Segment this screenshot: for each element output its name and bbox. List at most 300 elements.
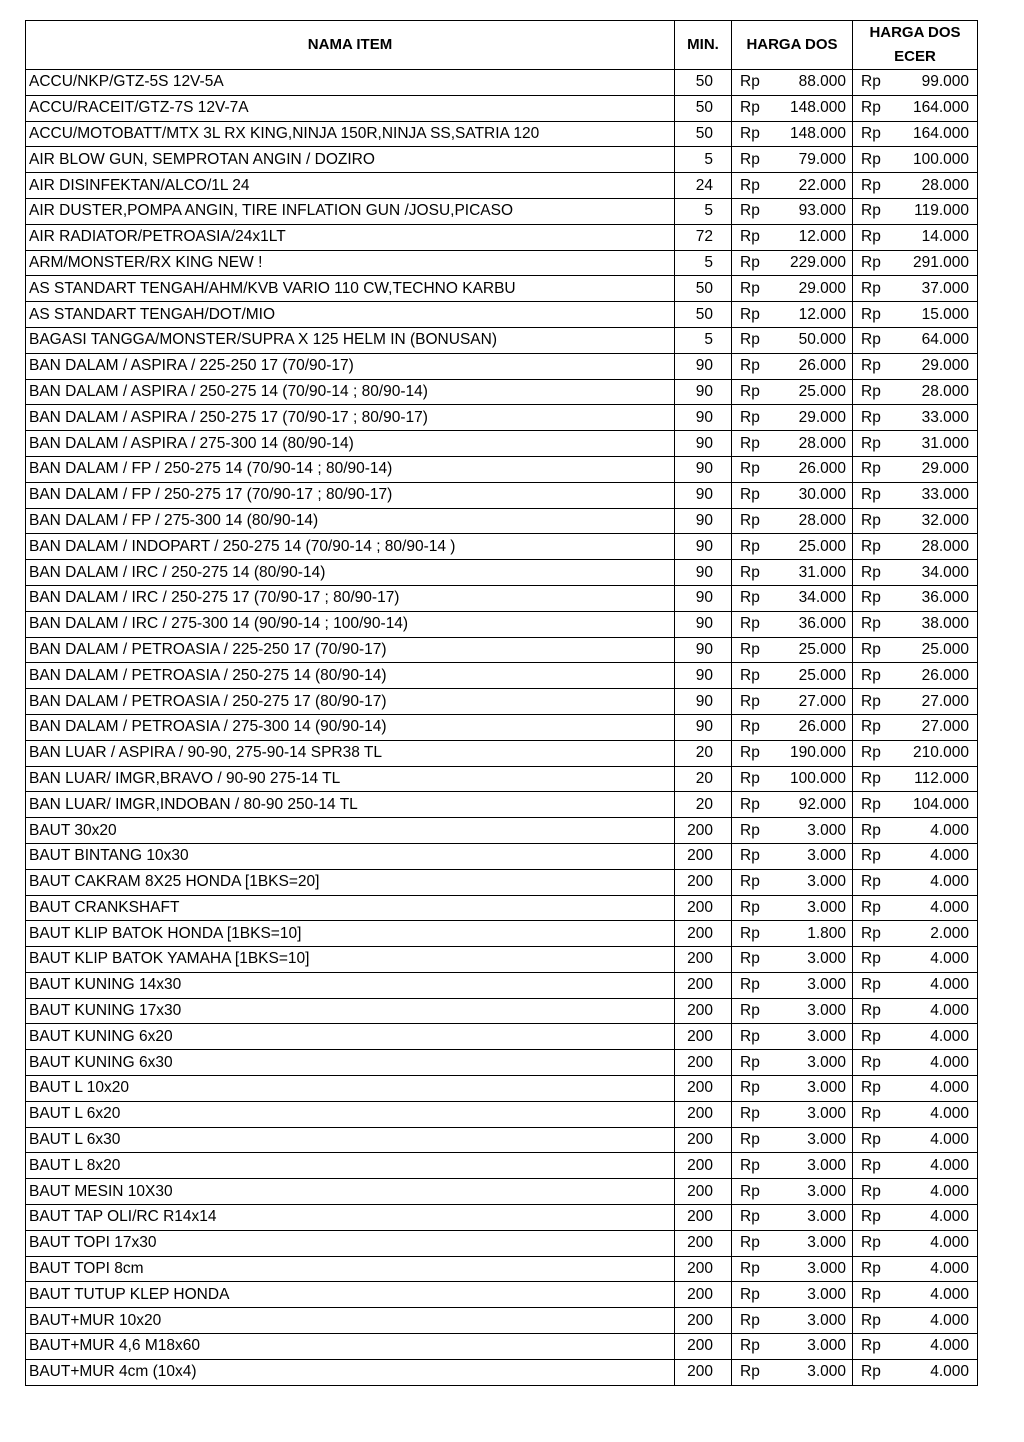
table-row xyxy=(26,508,978,534)
item-harga-ecer xyxy=(853,198,978,224)
item-min: 200 xyxy=(675,1334,732,1360)
item-harga-dos xyxy=(732,998,853,1024)
item-harga-dos xyxy=(732,637,853,663)
item-harga-ecer xyxy=(853,766,978,792)
price-list-table xyxy=(25,20,978,1386)
harga-ecer-value: 4.000 xyxy=(930,1285,969,1303)
harga-ecer-value: 4.000 xyxy=(930,1234,969,1252)
currency-label: Rp xyxy=(861,589,881,607)
item-harga-dos xyxy=(732,405,853,431)
item-harga-dos xyxy=(732,198,853,224)
item-name: BAUT CAKRAM 8X25 HONDA [1BKS=20] xyxy=(26,869,675,895)
table-row xyxy=(26,585,978,611)
item-harga-dos xyxy=(732,431,853,457)
table-row xyxy=(26,921,978,947)
harga-dos-value: 79.000 xyxy=(798,150,846,168)
item-name: AS STANDART TENGAH/AHM/KVB VARIO 110 CW,TECHNO KARBU xyxy=(26,276,675,302)
harga-dos-value: 3.000 xyxy=(807,1079,846,1097)
currency-label: Rp xyxy=(861,1079,881,1097)
table-row xyxy=(26,1050,978,1076)
item-harga-ecer xyxy=(853,740,978,766)
item-min: 200 xyxy=(675,1282,732,1308)
currency-label: Rp xyxy=(861,1260,881,1278)
header-harga-dos-ecer-line2: ECER xyxy=(894,48,936,65)
item-harga-ecer xyxy=(853,508,978,534)
currency-label: Rp xyxy=(861,821,881,839)
currency-label: Rp xyxy=(861,511,881,529)
harga-dos-value: 3.000 xyxy=(807,1311,846,1329)
currency-label: Rp xyxy=(740,486,760,504)
item-harga-dos xyxy=(732,1179,853,1205)
table-row xyxy=(26,353,978,379)
currency-label: Rp xyxy=(740,1156,760,1174)
item-harga-ecer xyxy=(853,482,978,508)
table-row xyxy=(26,1179,978,1205)
item-harga-dos xyxy=(732,869,853,895)
harga-dos-value: 26.000 xyxy=(798,357,846,375)
item-harga-ecer xyxy=(853,250,978,276)
item-harga-ecer xyxy=(853,611,978,637)
item-name: BAUT CRANKSHAFT xyxy=(26,895,675,921)
item-name: BAN DALAM / ASPIRA / 225-250 17 (70/90-17) xyxy=(26,353,675,379)
item-name: BAN LUAR / ASPIRA / 90-90, 275-90-14 SPR38 TL xyxy=(26,740,675,766)
harga-ecer-value: 34.000 xyxy=(921,563,969,581)
currency-label: Rp xyxy=(861,640,881,658)
item-harga-ecer xyxy=(853,327,978,353)
item-name: BAN DALAM / IRC / 275-300 14 (90/90-14 ; 100/90-14) xyxy=(26,611,675,637)
currency-label: Rp xyxy=(861,666,881,684)
harga-dos-value: 29.000 xyxy=(798,408,846,426)
item-min: 5 xyxy=(675,327,732,353)
harga-ecer-value: 25.000 xyxy=(921,640,969,658)
harga-ecer-value: 4.000 xyxy=(930,1105,969,1123)
currency-label: Rp xyxy=(740,150,760,168)
currency-label: Rp xyxy=(740,202,760,220)
currency-label: Rp xyxy=(861,460,881,478)
currency-label: Rp xyxy=(740,1002,760,1020)
table-row xyxy=(26,250,978,276)
item-harga-ecer xyxy=(853,1282,978,1308)
table-row xyxy=(26,1256,978,1282)
harga-dos-value: 1.800 xyxy=(807,924,846,942)
item-harga-dos xyxy=(732,1050,853,1076)
item-harga-dos xyxy=(732,766,853,792)
item-harga-dos xyxy=(732,972,853,998)
harga-dos-value: 92.000 xyxy=(798,795,846,813)
currency-label: Rp xyxy=(740,821,760,839)
table-row xyxy=(26,95,978,121)
currency-label: Rp xyxy=(740,511,760,529)
harga-dos-value: 3.000 xyxy=(807,1053,846,1071)
currency-label: Rp xyxy=(861,99,881,117)
item-harga-ecer xyxy=(853,405,978,431)
item-harga-dos xyxy=(732,1308,853,1334)
currency-label: Rp xyxy=(740,1260,760,1278)
item-min: 50 xyxy=(675,121,732,147)
harga-dos-value: 148.000 xyxy=(789,124,846,142)
currency-label: Rp xyxy=(861,1105,881,1123)
item-min: 90 xyxy=(675,456,732,482)
harga-dos-value: 3.000 xyxy=(807,1363,846,1381)
item-min: 5 xyxy=(675,198,732,224)
item-name: BAN DALAM / PETROASIA / 225-250 17 (70/90-17) xyxy=(26,637,675,663)
table-row xyxy=(26,947,978,973)
table-row xyxy=(26,560,978,586)
item-harga-ecer xyxy=(853,379,978,405)
table-header-row xyxy=(26,21,978,70)
harga-ecer-value: 4.000 xyxy=(930,1260,969,1278)
item-harga-dos xyxy=(732,585,853,611)
harga-dos-value: 3.000 xyxy=(807,1337,846,1355)
item-harga-ecer xyxy=(853,173,978,199)
currency-label: Rp xyxy=(861,73,881,91)
item-min: 90 xyxy=(675,611,732,637)
currency-label: Rp xyxy=(740,589,760,607)
table-row xyxy=(26,843,978,869)
currency-label: Rp xyxy=(740,99,760,117)
item-harga-dos xyxy=(732,792,853,818)
currency-label: Rp xyxy=(740,666,760,684)
item-harga-dos xyxy=(732,1024,853,1050)
item-name: BAUT+MUR 4cm (10x4) xyxy=(26,1359,675,1385)
currency-label: Rp xyxy=(740,1079,760,1097)
header-harga-dos-ecer-line1: HARGA DOS xyxy=(869,24,961,41)
item-harga-dos xyxy=(732,1256,853,1282)
harga-dos-value: 27.000 xyxy=(798,692,846,710)
item-name: BAUT KUNING 6x20 xyxy=(26,1024,675,1050)
table-row xyxy=(26,302,978,328)
item-min: 72 xyxy=(675,224,732,250)
item-harga-ecer xyxy=(853,585,978,611)
item-harga-ecer xyxy=(853,689,978,715)
currency-label: Rp xyxy=(861,1234,881,1252)
item-name: BAN DALAM / INDOPART / 250-275 14 (70/90-14 ; 80/90-14 ) xyxy=(26,534,675,560)
table-row xyxy=(26,431,978,457)
item-harga-ecer xyxy=(853,792,978,818)
item-harga-dos xyxy=(732,560,853,586)
item-min: 200 xyxy=(675,895,732,921)
currency-label: Rp xyxy=(740,847,760,865)
item-harga-ecer xyxy=(853,1076,978,1102)
item-min: 90 xyxy=(675,689,732,715)
harga-dos-value: 100.000 xyxy=(789,769,846,787)
item-harga-ecer xyxy=(853,560,978,586)
currency-label: Rp xyxy=(740,898,760,916)
table-row xyxy=(26,1127,978,1153)
currency-label: Rp xyxy=(861,1208,881,1226)
item-name: AIR DISINFEKTAN/ALCO/1L 24 xyxy=(26,173,675,199)
table-row xyxy=(26,456,978,482)
item-name: BAUT TUTUP KLEP HONDA xyxy=(26,1282,675,1308)
harga-dos-value: 3.000 xyxy=(807,976,846,994)
item-min: 20 xyxy=(675,766,732,792)
currency-label: Rp xyxy=(740,615,760,633)
item-min: 90 xyxy=(675,431,732,457)
item-harga-dos xyxy=(732,663,853,689)
currency-label: Rp xyxy=(740,1285,760,1303)
item-harga-ecer xyxy=(853,972,978,998)
harga-dos-value: 3.000 xyxy=(807,1234,846,1252)
harga-ecer-value: 29.000 xyxy=(921,460,969,478)
harga-dos-value: 34.000 xyxy=(798,589,846,607)
currency-label: Rp xyxy=(861,1311,881,1329)
item-harga-dos xyxy=(732,482,853,508)
item-min: 200 xyxy=(675,818,732,844)
table-row xyxy=(26,792,978,818)
item-min: 200 xyxy=(675,1359,732,1385)
currency-label: Rp xyxy=(740,537,760,555)
harga-dos-value: 3.000 xyxy=(807,1208,846,1226)
item-name: AS STANDART TENGAH/DOT/MIO xyxy=(26,302,675,328)
currency-label: Rp xyxy=(861,279,881,297)
item-harga-ecer xyxy=(853,147,978,173)
currency-label: Rp xyxy=(861,202,881,220)
item-harga-ecer xyxy=(853,353,978,379)
harga-dos-value: 3.000 xyxy=(807,847,846,865)
item-harga-dos xyxy=(732,456,853,482)
item-harga-dos xyxy=(732,1282,853,1308)
harga-ecer-value: 4.000 xyxy=(930,1079,969,1097)
currency-label: Rp xyxy=(740,1182,760,1200)
table-row xyxy=(26,327,978,353)
currency-label: Rp xyxy=(861,1285,881,1303)
item-min: 90 xyxy=(675,560,732,586)
item-harga-ecer xyxy=(853,843,978,869)
table-row xyxy=(26,224,978,250)
harga-ecer-value: 4.000 xyxy=(930,1337,969,1355)
currency-label: Rp xyxy=(740,1208,760,1226)
harga-ecer-value: 119.000 xyxy=(914,202,969,220)
item-min: 90 xyxy=(675,534,732,560)
item-harga-ecer xyxy=(853,121,978,147)
item-min: 200 xyxy=(675,1101,732,1127)
item-name: ACCU/MOTOBATT/MTX 3L RX KING,NINJA 150R,NINJA SS,SATRIA 120 xyxy=(26,121,675,147)
item-harga-ecer xyxy=(853,1127,978,1153)
currency-label: Rp xyxy=(740,124,760,142)
currency-label: Rp xyxy=(861,1156,881,1174)
table-row xyxy=(26,818,978,844)
harga-dos-value: 22.000 xyxy=(798,176,846,194)
harga-ecer-value: 210.000 xyxy=(912,744,969,762)
currency-label: Rp xyxy=(861,795,881,813)
harga-ecer-value: 4.000 xyxy=(930,1027,969,1045)
table-row xyxy=(26,740,978,766)
harga-dos-value: 3.000 xyxy=(807,1002,846,1020)
harga-ecer-value: 14.000 xyxy=(921,228,969,246)
item-min: 90 xyxy=(675,405,732,431)
table-body xyxy=(26,70,978,1386)
item-min: 50 xyxy=(675,276,732,302)
currency-label: Rp xyxy=(740,1311,760,1329)
item-harga-ecer xyxy=(853,1050,978,1076)
harga-dos-value: 148.000 xyxy=(789,99,846,117)
currency-label: Rp xyxy=(740,795,760,813)
currency-label: Rp xyxy=(740,1027,760,1045)
currency-label: Rp xyxy=(861,537,881,555)
item-harga-dos xyxy=(732,147,853,173)
item-name: BAUT L 6x20 xyxy=(26,1101,675,1127)
currency-label: Rp xyxy=(861,718,881,736)
table-row xyxy=(26,611,978,637)
item-harga-ecer xyxy=(853,95,978,121)
table-row xyxy=(26,173,978,199)
harga-ecer-value: 33.000 xyxy=(921,486,969,504)
table-row xyxy=(26,1153,978,1179)
harga-dos-value: 25.000 xyxy=(798,666,846,684)
item-name: BAUT KUNING 6x30 xyxy=(26,1050,675,1076)
item-harga-dos xyxy=(732,1153,853,1179)
item-name: BAUT L 8x20 xyxy=(26,1153,675,1179)
currency-label: Rp xyxy=(861,434,881,452)
item-min: 24 xyxy=(675,173,732,199)
currency-label: Rp xyxy=(861,331,881,349)
harga-ecer-value: 4.000 xyxy=(930,898,969,916)
currency-label: Rp xyxy=(861,228,881,246)
item-name: BAUT TOPI 17x30 xyxy=(26,1230,675,1256)
currency-label: Rp xyxy=(740,563,760,581)
currency-label: Rp xyxy=(861,1027,881,1045)
item-harga-dos xyxy=(732,714,853,740)
currency-label: Rp xyxy=(861,176,881,194)
item-harga-ecer xyxy=(853,456,978,482)
item-min: 200 xyxy=(675,1153,732,1179)
item-harga-dos xyxy=(732,353,853,379)
harga-dos-value: 3.000 xyxy=(807,1156,846,1174)
harga-ecer-value: 100.000 xyxy=(912,150,969,168)
currency-label: Rp xyxy=(861,847,881,865)
harga-ecer-value: 4.000 xyxy=(930,1156,969,1174)
item-harga-dos xyxy=(732,1127,853,1153)
currency-label: Rp xyxy=(861,898,881,916)
item-min: 200 xyxy=(675,998,732,1024)
currency-label: Rp xyxy=(740,305,760,323)
item-harga-ecer xyxy=(853,1024,978,1050)
item-min: 200 xyxy=(675,1256,732,1282)
item-harga-dos xyxy=(732,379,853,405)
item-min: 90 xyxy=(675,585,732,611)
table-row xyxy=(26,766,978,792)
item-min: 200 xyxy=(675,1230,732,1256)
item-min: 200 xyxy=(675,947,732,973)
harga-ecer-value: 4.000 xyxy=(930,873,969,891)
currency-label: Rp xyxy=(740,976,760,994)
item-harga-dos xyxy=(732,302,853,328)
item-min: 200 xyxy=(675,1179,732,1205)
item-harga-dos xyxy=(732,740,853,766)
currency-label: Rp xyxy=(861,976,881,994)
harga-ecer-value: 27.000 xyxy=(921,718,969,736)
table-row xyxy=(26,1282,978,1308)
item-harga-dos xyxy=(732,1205,853,1231)
item-harga-ecer xyxy=(853,1308,978,1334)
harga-ecer-value: 2.000 xyxy=(930,924,969,942)
harga-ecer-value: 31.000 xyxy=(921,434,969,452)
harga-ecer-value: 4.000 xyxy=(930,1363,969,1381)
harga-ecer-value: 37.000 xyxy=(921,279,969,297)
item-harga-dos xyxy=(732,843,853,869)
item-name: BAN LUAR/ IMGR,INDOBAN / 80-90 250-14 TL xyxy=(26,792,675,818)
table-row xyxy=(26,1076,978,1102)
harga-ecer-value: 164.000 xyxy=(912,124,969,142)
item-name: ACCU/RACEIT/GTZ-7S 12V-7A xyxy=(26,95,675,121)
currency-label: Rp xyxy=(861,305,881,323)
item-min: 200 xyxy=(675,1050,732,1076)
harga-dos-value: 3.000 xyxy=(807,821,846,839)
table-row xyxy=(26,689,978,715)
item-harga-ecer xyxy=(853,302,978,328)
currency-label: Rp xyxy=(740,253,760,271)
currency-label: Rp xyxy=(740,408,760,426)
item-harga-ecer xyxy=(853,1179,978,1205)
item-harga-ecer xyxy=(853,895,978,921)
currency-label: Rp xyxy=(740,640,760,658)
item-min: 200 xyxy=(675,921,732,947)
harga-dos-value: 28.000 xyxy=(798,511,846,529)
item-harga-dos xyxy=(732,921,853,947)
harga-dos-value: 31.000 xyxy=(798,563,846,581)
harga-ecer-value: 27.000 xyxy=(921,692,969,710)
item-name: AIR RADIATOR/PETROASIA/24x1LT xyxy=(26,224,675,250)
currency-label: Rp xyxy=(740,1337,760,1355)
currency-label: Rp xyxy=(740,1053,760,1071)
item-min: 90 xyxy=(675,714,732,740)
item-name: BAN DALAM / PETROASIA / 275-300 14 (90/90-14) xyxy=(26,714,675,740)
item-min: 50 xyxy=(675,70,732,96)
harga-dos-value: 26.000 xyxy=(798,460,846,478)
item-harga-dos xyxy=(732,276,853,302)
currency-label: Rp xyxy=(740,1234,760,1252)
harga-ecer-value: 64.000 xyxy=(921,331,969,349)
item-harga-ecer xyxy=(853,534,978,560)
currency-label: Rp xyxy=(861,769,881,787)
item-min: 200 xyxy=(675,1127,732,1153)
item-min: 90 xyxy=(675,637,732,663)
currency-label: Rp xyxy=(861,408,881,426)
item-harga-dos xyxy=(732,224,853,250)
item-min: 5 xyxy=(675,147,732,173)
item-name: AIR DUSTER,POMPA ANGIN, TIRE INFLATION GUN /JOSU,PICASO xyxy=(26,198,675,224)
item-name: BAUT L 6x30 xyxy=(26,1127,675,1153)
table-row xyxy=(26,1230,978,1256)
harga-ecer-value: 4.000 xyxy=(930,1131,969,1149)
item-name: BAUT+MUR 10x20 xyxy=(26,1308,675,1334)
harga-dos-value: 3.000 xyxy=(807,1027,846,1045)
item-name: BAUT L 10x20 xyxy=(26,1076,675,1102)
table-row xyxy=(26,1308,978,1334)
currency-label: Rp xyxy=(740,924,760,942)
harga-ecer-value: 4.000 xyxy=(930,1208,969,1226)
item-min: 200 xyxy=(675,869,732,895)
item-harga-dos xyxy=(732,534,853,560)
table-row xyxy=(26,869,978,895)
harga-dos-value: 36.000 xyxy=(798,615,846,633)
harga-dos-value: 88.000 xyxy=(798,73,846,91)
item-harga-dos xyxy=(732,947,853,973)
harga-ecer-value: 4.000 xyxy=(930,821,969,839)
item-harga-ecer xyxy=(853,224,978,250)
item-harga-dos xyxy=(732,895,853,921)
table-row xyxy=(26,482,978,508)
currency-label: Rp xyxy=(740,460,760,478)
currency-label: Rp xyxy=(740,73,760,91)
item-min: 90 xyxy=(675,353,732,379)
item-name: BAUT TAP OLI/RC R14x14 xyxy=(26,1205,675,1231)
currency-label: Rp xyxy=(740,279,760,297)
item-harga-ecer xyxy=(853,818,978,844)
currency-label: Rp xyxy=(740,692,760,710)
currency-label: Rp xyxy=(861,615,881,633)
item-harga-dos xyxy=(732,250,853,276)
